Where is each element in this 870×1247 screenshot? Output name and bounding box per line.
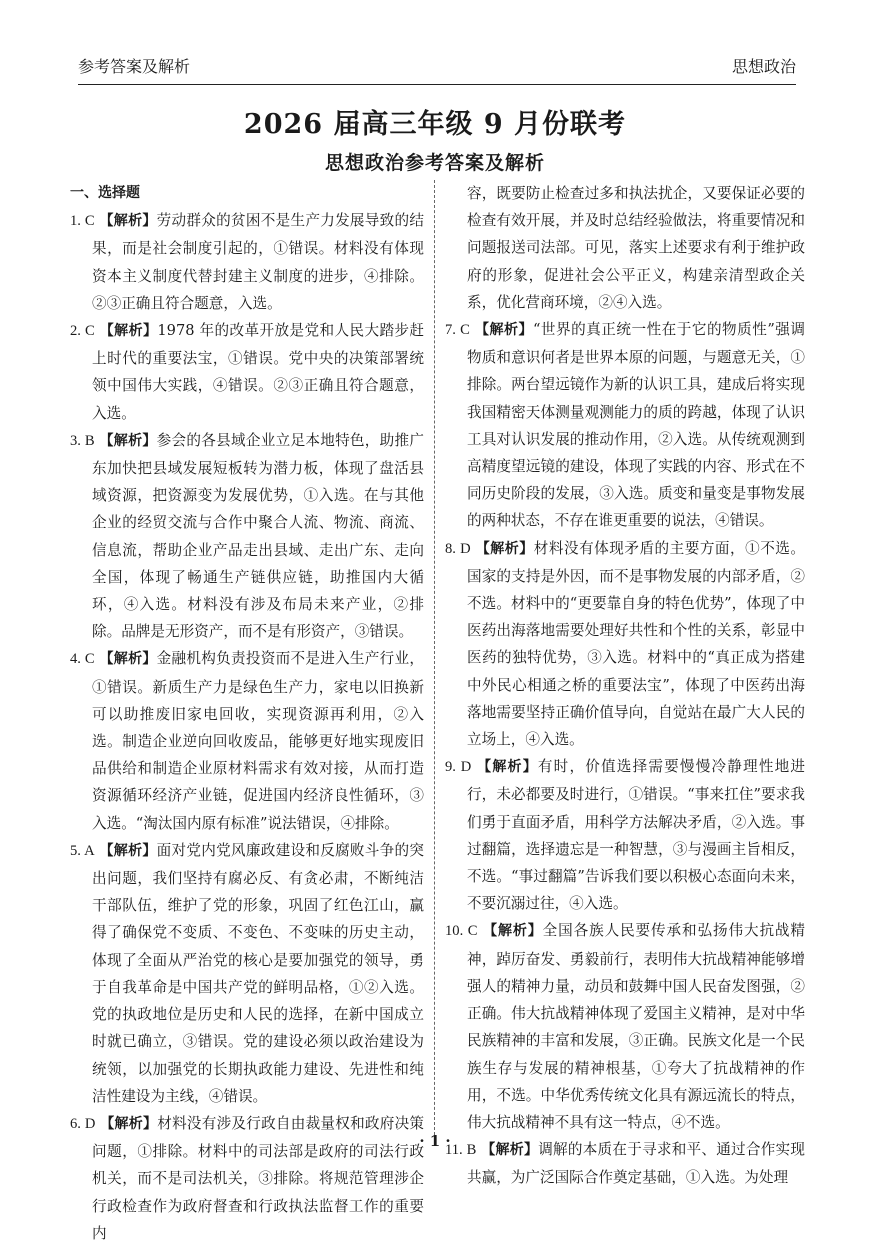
answer-number: 7. C bbox=[445, 322, 470, 339]
answer-number: 10. C bbox=[445, 923, 478, 940]
analysis-text: 面对党内党风廉政建设和反腐败斗争的突出问题，我们坚持有腐必反、有贪必肃，不断纯洁干部队伍，维护了党的形象，巩固了红色江山，赢得了确保党不变质、不变色、不变味的历史主动，体现了全面从严治党的核心是要加强党的领导，勇于自我革命是中国共产党的鲜明品格，①②入选。党的执政地位是历史和人民的选择，在新中国成立时就已确立，③错误。党的建设必须以政治建设为统领，以加强党的长期执政能力建设、先进性和纯洁性建设为主线，④错误。 bbox=[92, 841, 425, 1105]
answer-number: 11. B bbox=[445, 1142, 477, 1159]
answer-item bbox=[445, 753, 805, 917]
answer-number: 9. D bbox=[445, 759, 472, 776]
analysis-text: 调解的本质在于寻求和平、通过合作实现共赢，为广泛国际合作奠定基础，①入选。为处理 bbox=[467, 1141, 805, 1187]
header-left: 参考答案及解析 bbox=[78, 57, 191, 76]
analysis-tag: 【解析】 bbox=[99, 213, 157, 230]
analysis-text: 材料没有体现矛盾的主要方面，①不选。国家的支持是外因，而不是事物发展的内部矛盾，②不选。材料中的“更要靠自身的特色优势”，体现了中医药出海落地需要处理好共性和个性的关系，彰显中医药的独特优势，③入选。材料中的“真正成为搭建中外民心相通之桥的重要法宝”，体现了中医药出海落地需要坚持正确价值导向，自觉站在最广大人民的立场上，④入选。 bbox=[467, 539, 805, 749]
page-number: · 1 · bbox=[419, 1132, 451, 1150]
answer-number: 5. A bbox=[70, 842, 95, 859]
analysis-text: 1978 年的改革开放是党和人民大踏步赶上时代的重要法宝，①错误。党中央的决策部署统领中国伟大实践，④错误。②③正确且符合题意，入选。 bbox=[92, 322, 425, 422]
answer-number: 4. C bbox=[70, 651, 95, 668]
answer-item bbox=[445, 316, 805, 535]
analysis-text: 全国各族人民要传承和弘扬伟大抗战精神，踔厉奋发、勇毅前行，表明伟大抗战精神能够增强人的精神力量，动员和鼓舞中国人民奋发图强，②正确。伟大抗战精神体现了爱国主义精神，是对中华民族精神的丰富和发展，③正确。民族文化是一个民族生存与发展的精神根基，①夸大了抗战精神的作用，不选。中华优秀传统文化具有源远流长的特点，伟大抗战精神不具有这一特点，④不选。 bbox=[467, 922, 806, 1131]
analysis-text: “世界的真正统一性在于它的物质性”强调物质和意识何者是世界本原的问题，与题意无关，①排除。两台望远镜作为新的认识工具，建成后将实现我国精密天体测量观测能力的质的跨越，体现了认识工具对认识发展的推动作用，②入选。从传统观测到高精度望远镜的建设，体现了实践的内容、形式在不同历史阶段的发展，③入选。质变和量变是事物发展的两种状态，不存在谁更重要的说法，④错误。 bbox=[467, 321, 805, 530]
analysis-tag: 【解析】 bbox=[483, 923, 543, 940]
analysis-tag: 【解析】 bbox=[474, 322, 533, 339]
analysis-tag: 【解析】 bbox=[100, 1115, 158, 1132]
answer-continuation: 容，既要防止检查过多和执法扰企，又要保证必要的检查有效开展，并及时总结经验做法，将重要情况和问题报送司法部。可见，落实上述要求有利于维护政府的形象，促进社会公平正义，构建亲清型政企关系，优化营商环境，②④入选。 bbox=[467, 185, 805, 311]
answer-number: 2. C bbox=[70, 323, 95, 340]
answer-item bbox=[70, 317, 424, 427]
answer-number: 6. D bbox=[70, 1115, 96, 1132]
analysis-text: 参会的各县域企业立足本地特色，助推广东加快把县域发展短板转为潜力板，体现了盘活县域资源，把资源变为发展优势，①入选。在与其他企业的经贸交流与合作中聚合人流、物流、商流、信息流，帮助企业产品走出县域、走出广东、走向全国，体现了畅通生产链供应链，助推国内大循环，④入选。材料没有涉及布局未来产业，②排除。品牌是无形资产，而不是有形资产，③错误。 bbox=[92, 431, 425, 641]
answer-item bbox=[70, 837, 424, 1110]
header-right: 思想政治 bbox=[731, 57, 796, 76]
answer-item bbox=[70, 1110, 424, 1247]
answer-item bbox=[445, 535, 805, 754]
right-column bbox=[445, 180, 805, 1192]
answer-number: 8. D bbox=[445, 540, 471, 557]
document-subtitle: 思想政治参考答案及解析 bbox=[324, 152, 545, 174]
analysis-tag: 【解析】 bbox=[99, 323, 158, 340]
document-title: 2026 届高三年级 9 月份联考 bbox=[243, 109, 627, 140]
left-column bbox=[70, 180, 424, 1247]
analysis-tag: 【解析】 bbox=[99, 842, 157, 859]
analysis-tag: 【解析】 bbox=[99, 432, 157, 449]
answer-item bbox=[70, 207, 424, 317]
analysis-text: 金融机构负责投资而不是进入生产行业，①错误。新质生产力是绿色生产力，家电以旧换新可以助推废旧家电回收，实现资源再利用，②入选。制造企业逆向回收废品，能够更好地实现废旧品供给和制造企业原材料需求有效对接，从而打造资源循环经济产业链，促进国内经济良性循环，③入选。“淘汰国内原有标准”说法错误，④排除。 bbox=[92, 650, 425, 832]
answer-item bbox=[445, 917, 805, 1136]
answer-number: 1. C bbox=[70, 213, 95, 230]
analysis-tag: 【解析】 bbox=[475, 540, 534, 557]
analysis-text: 有时，价值选择需要慢慢冷静理性地进行，未必都要及时进行，①错误。“事来扛住”要求我们勇于直面矛盾，用科学方法解决矛盾，②入选。事过翻篇，选择遗忘是一种智慧，③与漫画主旨相反，不选。“事过翻篇”告诉我们要以积极心态面向未来，不要沉溺过往，④入选。 bbox=[467, 758, 805, 913]
answer-item bbox=[70, 645, 424, 836]
answer-item bbox=[70, 427, 424, 646]
analysis-text: 材料没有涉及行政自由裁量权和政府决策问题，①排除。材料中的司法部是政府的司法行政机关，而不是司法机关，③排除。将规范管理涉企行政检查作为政府督查和行政执法监督工作的重要内 bbox=[92, 1114, 425, 1242]
column-divider bbox=[434, 180, 435, 1140]
analysis-tag: 【解析】 bbox=[99, 651, 157, 668]
analysis-text: 劳动群众的贫困不是生产力发展导致的结果，而是社会制度引起的，①错误。材料没有体现资本主义制度代替封建主义制度的进步，④排除。②③正确且符合题意，入选。 bbox=[92, 212, 425, 312]
page-header bbox=[78, 54, 796, 85]
analysis-tag: 【解析】 bbox=[477, 759, 538, 776]
answer-number: 3. B bbox=[70, 432, 95, 449]
analysis-tag: 【解析】 bbox=[481, 1142, 539, 1159]
section-heading: 一、选择题 bbox=[70, 185, 140, 201]
